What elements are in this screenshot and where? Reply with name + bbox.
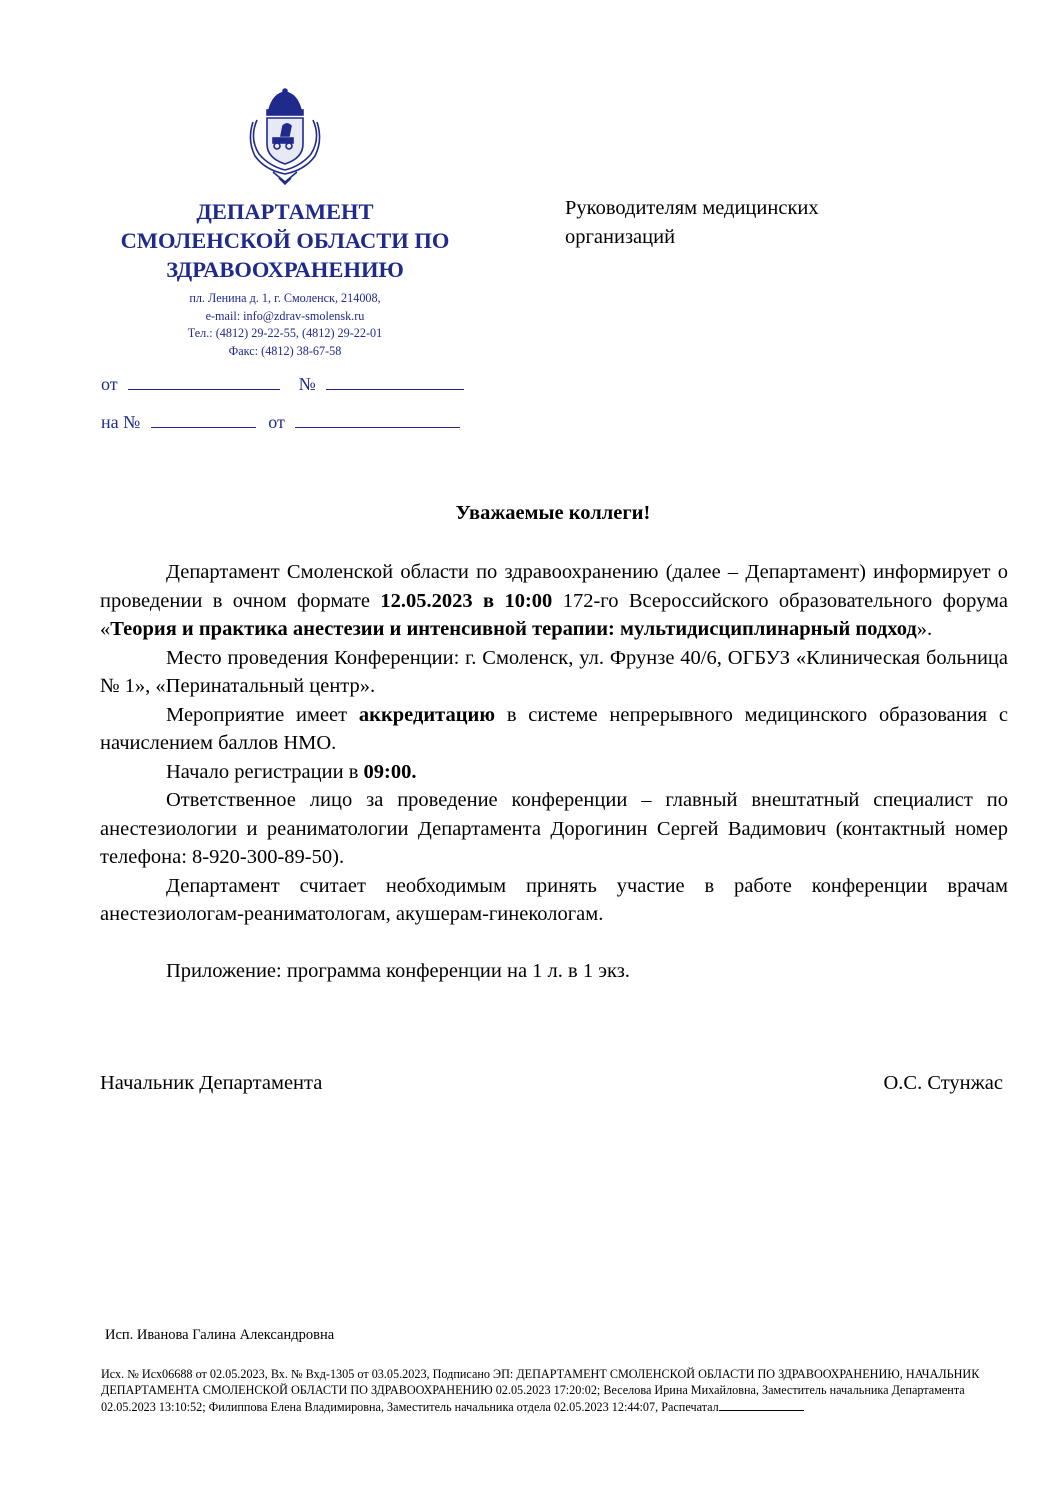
department-name-line: ДЕПАРТАМЕНТ bbox=[196, 199, 374, 224]
spacer bbox=[100, 929, 1008, 957]
department-name-line: СМОЛЕНСКОЙ ОБЛАСТИ ПО bbox=[120, 228, 450, 253]
addressee-line: организаций bbox=[565, 226, 676, 248]
outgoing-registration-line bbox=[101, 372, 464, 395]
registration-time: 09:00. bbox=[363, 760, 417, 783]
paragraph-participation: Департамент считает необходимым принять участие в работе конференции врачам анестезиологам-реаниматологам, акушерам-гинекологам. bbox=[100, 874, 1008, 925]
department-name-line: ЗДРАВООХРАНЕНИЮ bbox=[166, 257, 404, 282]
reg-to-number-blank bbox=[151, 410, 256, 428]
text: Начало регистрации в bbox=[166, 760, 364, 783]
paragraph-responsible-person: Ответственное лицо за проведение конференции – главный внештатный специалист по анестезиологии и реаниматологии Департамента Дорогинин Сергей Вадимович (контактный номер телефона: 8-920-300-89-50). bbox=[100, 789, 1008, 868]
forum-title: Теория и практика анестезии и интенсивной терапии: мультидисциплинарный подход bbox=[110, 618, 917, 640]
contact-fax: Факс: (4812) 38-67-58 bbox=[228, 343, 342, 358]
text: 172-го Всероссийского образовательного форума « bbox=[100, 589, 1008, 640]
event-datetime: 12.05.2023 в 10:00 bbox=[380, 589, 553, 612]
executor: Исп. Иванова Галина Александровна bbox=[105, 1327, 335, 1343]
paragraph-venue: Место проведения Конференции: г. Смоленск, ул. Фрунзе 40/6, ОГБУЗ «Клиническая больница № 1», «Перинатальный центр». bbox=[100, 646, 1008, 697]
paragraph-attachment: Приложение: программа конференции на 1 л. в 1 экз. bbox=[166, 959, 630, 982]
smolensk-coat-of-arms-icon bbox=[243, 88, 327, 186]
eds-text: Исх. № Исх06688 от 02.05.2023, Вх. № Вхд-1305 от 03.05.2023, Подписано ЭП: ДЕПАРТАМЕНТ СМОЛЕНСКОЙ ОБЛАСТИ ПО ЗДРАВООХРАНЕНИЮ, НАЧАЛЬНИК ДЕПАРТАМЕНТА СМОЛЕНСКОЙ ОБЛАСТИ ПО ЗДРАВООХРАНЕНИЮ 02.05.2023 17:20:02; Веселова Ирина Михайловна, Заместитель начальника Департамента 02.05.2023 13:10:52; Филиппова Елена Владимировна, Заместитель начальника отдела 02.05.2023 12:44:07, Распечатал bbox=[101, 1367, 980, 1415]
text: ». bbox=[916, 618, 933, 640]
signatory-name: О.С. Стунжас bbox=[883, 1072, 1003, 1094]
department-contacts bbox=[100, 290, 470, 360]
text: Департамент Смоленской области по здравоохранению (далее – Департамент) информирует о проведении в очном формате bbox=[100, 561, 1008, 612]
printed-by-blank bbox=[719, 1398, 804, 1411]
contact-address: пл. Ленина д. 1, г. Смоленск, 214008, bbox=[189, 291, 381, 305]
accreditation-text: аккредитацию bbox=[358, 703, 496, 726]
reg-to-number-label: на № bbox=[101, 412, 141, 432]
reg-from-label: от bbox=[101, 374, 118, 394]
paragraph-registration-time bbox=[100, 758, 1008, 787]
electronic-signature-note bbox=[101, 1367, 1006, 1416]
salutation: Уважаемые коллеги! bbox=[455, 502, 651, 524]
contact-phone: Тел.: (4812) 29-22-55, (4812) 29-22-01 bbox=[187, 326, 383, 340]
signatory-position: Начальник Департамента bbox=[100, 1072, 323, 1094]
contact-email: e-mail: info@zdrav-smolensk.ru bbox=[205, 308, 365, 323]
addressee-line: Руководителям медицинских bbox=[565, 197, 819, 219]
reg-date-blank bbox=[128, 372, 280, 390]
text: Мероприятие имеет bbox=[166, 703, 359, 726]
reg-to-from-label: от bbox=[268, 412, 285, 432]
paragraph-invitation bbox=[100, 558, 1008, 644]
incoming-registration-line bbox=[101, 410, 460, 433]
text: в системе непрерывного медицинского образования с начислением баллов НМО. bbox=[100, 703, 1008, 754]
department-name bbox=[100, 197, 470, 284]
reg-number-blank bbox=[326, 372, 464, 390]
addressee bbox=[565, 194, 945, 252]
reg-number-label: № bbox=[298, 374, 316, 394]
reg-to-date-blank bbox=[295, 410, 460, 428]
letter-body bbox=[100, 558, 1008, 985]
paragraph-accreditation bbox=[100, 701, 1008, 758]
